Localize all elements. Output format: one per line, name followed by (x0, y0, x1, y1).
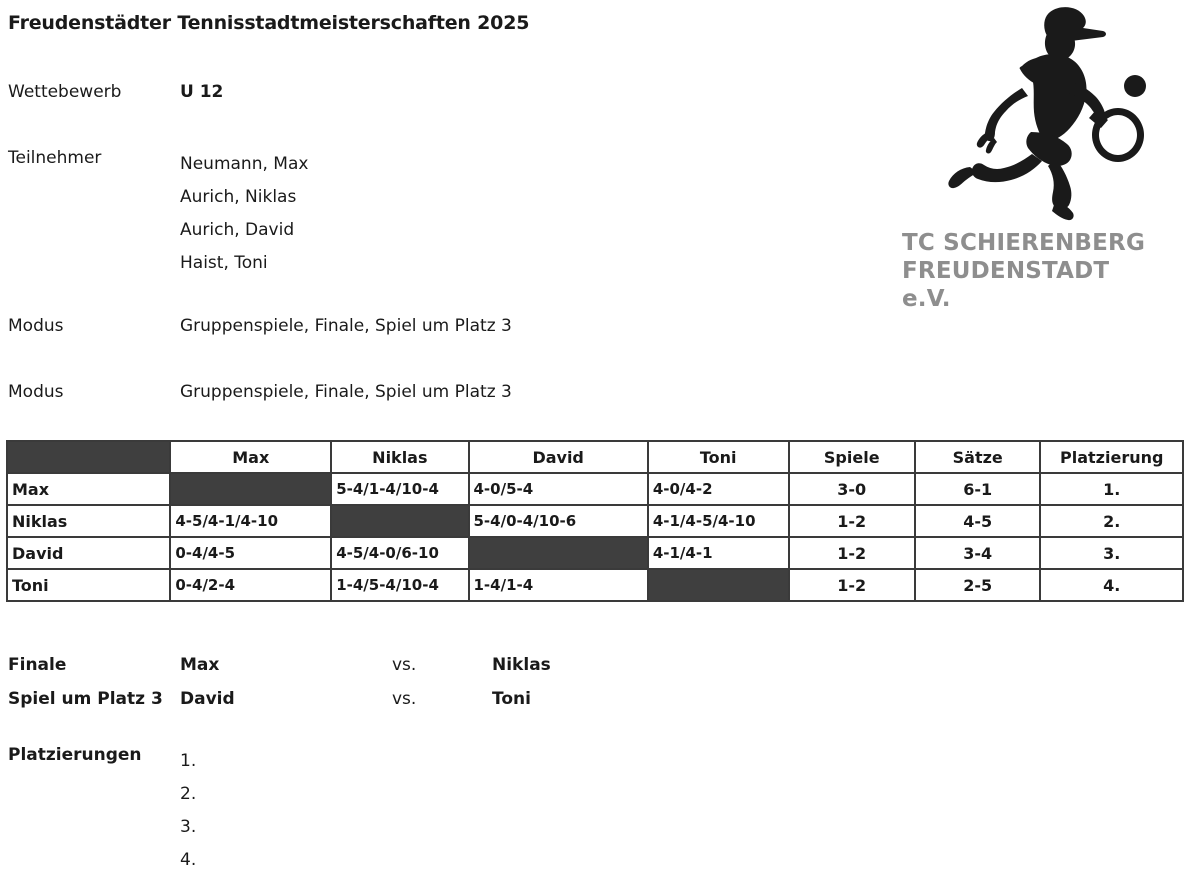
cell-saetze: 6-1 (915, 473, 1041, 505)
placements-list (180, 745, 196, 877)
cell-spiele: 1-2 (789, 569, 915, 601)
cell-platzierung: 3. (1040, 537, 1183, 569)
placements-label: Platzierungen (8, 745, 142, 765)
col-header-saetze: Sätze (915, 441, 1041, 473)
cell-score: 1-4/1-4 (469, 569, 648, 601)
cell-spiele: 1-2 (789, 505, 915, 537)
cell-score: 4-0/5-4 (469, 473, 648, 505)
finals-block (8, 648, 551, 716)
mode-value-2: Gruppenspiele, Finale, Spiel um Platz 3 (180, 382, 512, 402)
cell-score: 1-4/5-4/10-4 (331, 569, 468, 601)
table-row (7, 537, 1183, 569)
cell-score: 0-4/2-4 (170, 569, 331, 601)
list-item: 3. (180, 817, 197, 837)
col-header-toni: Toni (648, 441, 789, 473)
list-item: Haist, Toni (180, 253, 268, 273)
participants-label: Teilnehmer (8, 148, 102, 168)
table-header-row (7, 441, 1183, 473)
cell-spiele: 3-0 (789, 473, 915, 505)
cell-score: 4-1/4-1 (648, 537, 789, 569)
cell-platzierung: 2. (1040, 505, 1183, 537)
list-item: Aurich, Niklas (180, 187, 297, 207)
third-place-player2: Toni (492, 689, 531, 709)
participants-list (180, 148, 308, 280)
page-title: Freudenstädter Tennisstadtmeisterschaften 2025 (8, 12, 530, 34)
cell-saetze: 4-5 (915, 505, 1041, 537)
club-name-line1: TC SCHIERENBERG (902, 230, 1146, 256)
competition-label: Wettebewerb (8, 82, 122, 102)
cell-score: 4-5/4-1/4-10 (170, 505, 331, 537)
cell-score: 5-4/0-4/10-6 (469, 505, 648, 537)
final-vs: vs. (392, 655, 417, 675)
competition-value: U 12 (180, 82, 224, 102)
table-row (7, 569, 1183, 601)
col-header-spiele: Spiele (789, 441, 915, 473)
cell-blocked (331, 505, 468, 537)
list-item: 2. (180, 784, 197, 804)
cell-blocked (648, 569, 789, 601)
cell-spiele: 1-2 (789, 537, 915, 569)
cell-blocked (469, 537, 648, 569)
row-label-toni: Toni (7, 569, 170, 601)
col-header-david: David (469, 441, 648, 473)
tennis-player-icon (904, 4, 1154, 229)
placements-block (8, 745, 196, 877)
col-header-platzierung: Platzierung (1040, 441, 1183, 473)
third-place-player1: David (180, 689, 235, 709)
row-label-max: Max (7, 473, 170, 505)
third-place-row (8, 682, 551, 716)
cell-saetze: 2-5 (915, 569, 1041, 601)
cell-platzierung: 4. (1040, 569, 1183, 601)
results-table (6, 440, 1184, 602)
mode-label-2: Modus (8, 382, 64, 402)
cell-platzierung: 1. (1040, 473, 1183, 505)
mode-label-1: Modus (8, 316, 64, 336)
table-row (7, 473, 1183, 505)
cell-score: 4-5/4-0/6-10 (331, 537, 468, 569)
cell-score: 4-1/4-5/4-10 (648, 505, 789, 537)
competition-row (8, 82, 223, 102)
corner-cell (7, 441, 170, 473)
final-player1: Max (180, 655, 220, 675)
final-label: Finale (8, 655, 67, 675)
cell-score: 0-4/4-5 (170, 537, 331, 569)
third-place-label: Spiel um Platz 3 (8, 689, 163, 709)
third-place-vs: vs. (392, 689, 417, 709)
col-header-max: Max (170, 441, 331, 473)
cell-saetze: 3-4 (915, 537, 1041, 569)
row-label-david: David (7, 537, 170, 569)
club-name-line2: FREUDENSTADT e.V. (902, 258, 1110, 312)
mode-row-1 (8, 316, 512, 336)
row-label-niklas: Niklas (7, 505, 170, 537)
final-player2: Niklas (492, 655, 551, 675)
participants-block (8, 148, 308, 280)
col-header-niklas: Niklas (331, 441, 468, 473)
list-item: 1. (180, 751, 197, 771)
cell-score: 5-4/1-4/10-4 (331, 473, 468, 505)
mode-value-1: Gruppenspiele, Finale, Spiel um Platz 3 (180, 316, 512, 336)
final-row (8, 648, 551, 682)
list-item: Aurich, David (180, 220, 295, 240)
club-logo (894, 4, 1164, 312)
list-item: 4. (180, 850, 197, 870)
cell-blocked (170, 473, 331, 505)
table-row (7, 505, 1183, 537)
list-item: Neumann, Max (180, 154, 309, 174)
mode-row-2 (8, 382, 512, 402)
cell-score: 4-0/4-2 (648, 473, 789, 505)
